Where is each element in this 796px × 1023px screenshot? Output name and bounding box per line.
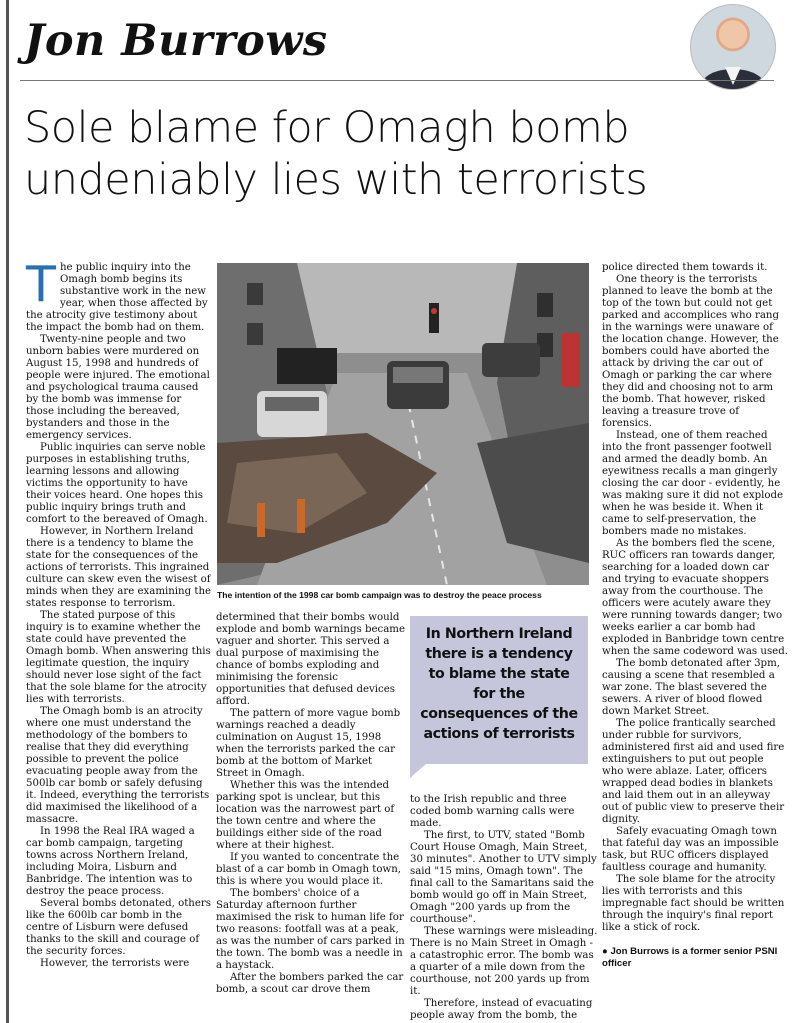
- paragraph: Several bombs detonated, others like the 600lb car bomb in the centre of Lisburn were defused thanks to the skill and courage of the security forces.: [26, 898, 211, 957]
- header-rule: [20, 80, 774, 81]
- paragraph: One theory is the terrorists planned to leave the bomb at the top of the town but could not get parked and accomplices who rang in the warnings were unaware of the location change. However, the bombers could have aborted the attack by driving the car out of Omagh or parking the car where they did and choosing not to arm the bomb. That however, risked leaving a treasure trove of forensics.: [602, 274, 780, 429]
- paragraph: he public inquiry into the Omagh bomb begins its substantive work in the new year, when those affected by the atrocity give testimony about the impact the bomb had on them.: [26, 262, 208, 333]
- paragraph: Public inquiries can serve noble purposes in establishing truths, learning lessons and allowing victims the opportunity to have their voices heard. One hopes this public inquiry brings truth and comfort to the bereaved of Omagh.: [26, 442, 208, 525]
- pull-quote: [410, 616, 588, 764]
- paragraph: to the Irish republic and three coded bomb warning calls were made.: [410, 794, 575, 829]
- paragraph: The pattern of more vague bomb warnings reached a deadly culmination on August 15, 1998 when the terrorists parked the car bomb at the bottom of Market Street in Omagh.: [216, 708, 401, 779]
- paragraph: These warnings were misleading. There is no Main Street in Omagh - a catastrophic error. The bomb was a quarter of a mile down from the courthouse, not 200 yards up from it.: [410, 926, 598, 997]
- author-photo: [690, 4, 776, 90]
- paragraph: The first, to UTV, stated "Bomb Court House Omagh, Main Street, 30 minutes". Another to UTV simply said "15 mins, Omagh town". The final call to the Samaritans said the bomb would go off in Main Street, Omagh "200 yards up from the courthouse".: [410, 830, 597, 925]
- paragraph: determined that their bombs would explode and bomb warnings became vaguer and shorter. This served a dual purpose of maximising the chance of bombs exploding and minimising the forensic opportunities that defused devices afford.: [216, 612, 405, 707]
- article-column-3: [410, 794, 598, 1022]
- author-note: ● Jon Burrows is a former senior PSNI officer: [602, 946, 778, 969]
- paragraph: The sole blame for the atrocity lies with terrorists and this impregnable fact should be written through the inquiry's final report like a stick of rock.: [602, 874, 785, 933]
- column-header: [20, 10, 790, 82]
- paragraph: police directed them towards it.: [602, 262, 768, 273]
- article-column-4: [602, 262, 788, 970]
- article-column-2: [216, 612, 406, 996]
- article-column-1: [26, 256, 212, 970]
- paragraph: The bomb detonated after 3pm, causing a scene that resembled a war zone. The blast severed the sewers. A river of blood flowed down Market Street.: [602, 658, 780, 717]
- paragraph: The police frantically searched under rubble for survivors, administered first aid and used fire extinguishers to put out people who were ablaze. Later, officers wrapped dead bodies in blankets and laid them out in an alleyway out of public view to preserve their dignity.: [602, 718, 785, 825]
- headline: Sole blame for Omagh bomb undeniably lies with terrorists: [24, 103, 648, 205]
- paragraph: After the bombers parked the car bomb, a scout car drove them: [216, 972, 404, 995]
- paragraph: As the bombers fled the scene, RUC officers ran towards danger, searching for a loaded down car and trying to evacuate shoppers away from the courthouse. The officers were acutely aware they were running towards danger; two weeks earlier a car bomb had exploded in Banbridge town centre when the same codeword was used.: [602, 538, 788, 657]
- paragraph: Safely evacuating Omagh town that fateful day was an impossible task, but RUC officers displayed faultless courage and humanity.: [602, 826, 779, 873]
- omagh-street-photo: [217, 263, 589, 585]
- paragraph: The Omagh bomb is an atrocity where one must understand the methodology of the bombers to realise that they did everything possible to prevent the police evacuating people away from the 500lb car bomb or safely defusing it. Indeed, everything the terrorists did maximised the likelihood of a massacre.: [26, 706, 210, 825]
- paragraph: However, in Northern Ireland there is a tendency to blame the state for the consequences of the actions of terrorists. This ingrained culture can skew even the wisest of minds when they are examining the states response to terrorism.: [26, 526, 212, 609]
- pull-quote-text: In Northern Ireland there is a tendency to blame the state for the consequences of the actions of terrorists: [420, 626, 578, 742]
- paragraph: Whether this was the intended parking spot is unclear, but this location was the narrowest part of the town centre and where the buildings either side of the road where at their highest.: [216, 780, 395, 851]
- author-byline: Jon Burrows: [24, 16, 328, 66]
- page-edge-rule: [6, 0, 9, 1023]
- photo-caption: The intention of the 1998 car bomb campaign was to destroy the peace process: [217, 590, 542, 600]
- paragraph: In 1998 the Real IRA waged a car bomb campaign, targeting towns across Northern Ireland, including Moira, Lisburn and Banbridge. The intention was to destroy the peace process.: [26, 826, 195, 897]
- pull-quote-tail: [410, 764, 426, 778]
- paragraph: The stated purpose of this inquiry is to examine whether the state could have prevented the Omagh bomb. When answering this legitimate question, the inquiry should never lose sight of the fact that the sole blame for the atrocity lies with terrorists.: [26, 610, 211, 705]
- paragraph: Instead, one of them reached into the front passenger footwell and armed the deadly bomb. An eyewitness recalls a man gingerly closing the car door - evidently, he was making sure it did not explode when he was beside it. When it came to self-preservation, the bombers made no mistakes.: [602, 430, 784, 537]
- paragraph: However, the terrorists were: [40, 958, 190, 969]
- paragraph: The bombers' choice of a Saturday afternoon further maximised the risk to human life for two reasons: footfall was at a peak, as was the number of cars parked in the town. The bomb was a needle in a haystack.: [216, 888, 405, 971]
- paragraph: If you wanted to concentrate the blast of a car bomb in Omagh town, this is where you would place it.: [216, 852, 402, 887]
- paragraph: Twenty-nine people and two unborn babies were murdered on August 15, 1998 and hundreds of people were injured. The emotional and psychological trauma caused by the bomb was immense for those including the bereaved, bystanders and those in the emergency services.: [26, 334, 210, 441]
- paragraph: Therefore, instead of evacuating people away from the bomb, the: [410, 998, 593, 1021]
- drop-cap: T: [26, 256, 56, 313]
